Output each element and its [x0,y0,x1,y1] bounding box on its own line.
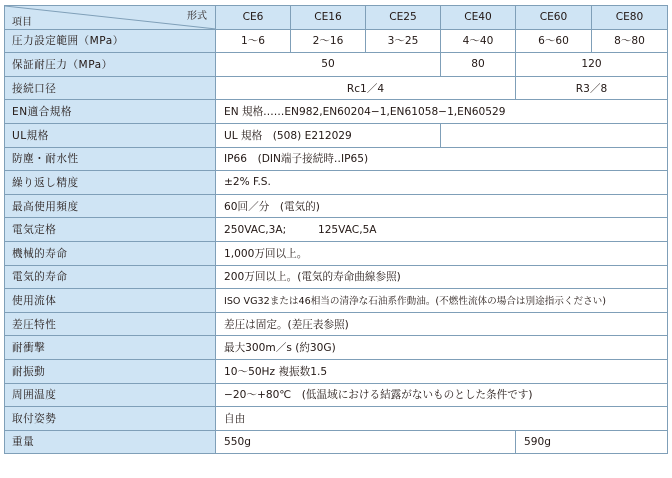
table-row [5,53,668,77]
row-label: 耐衝撃 [5,336,216,360]
corner-cell [5,6,216,30]
value-cell: IP66 (DIN端子接続時‥IP65) [216,147,668,171]
row-label: 使用流体 [5,289,216,313]
row-label: 電気定格 [5,218,216,242]
table-row [5,312,668,336]
table-row [5,123,668,147]
value-cell: 最大300m／s (約30G) [216,336,668,360]
row-label: EN適合規格 [5,100,216,124]
corner-label-item: 項目 [12,16,32,28]
table-row [5,241,668,265]
value-cell: 3〜25 [366,29,441,53]
value-cell: 差圧は固定。(差圧表参照) [216,312,668,336]
value-cell: 200万回以上。(電気的寿命曲線参照) [216,265,668,289]
value-cell: −20〜+80℃ (低温域における結露がないものとした条件です) [216,383,668,407]
value-cell: 2〜16 [291,29,366,53]
row-label: 防塵・耐水性 [5,147,216,171]
value-cell: 80 [441,53,516,77]
row-label: UL規格 [5,123,216,147]
value-cell: UL 規格 (508) E212029 [216,123,441,147]
row-label: 保証耐圧力（MPa） [5,53,216,77]
value-cell: Rc1／4 [216,76,516,100]
value-cell: 1〜6 [216,29,291,53]
table-row [5,218,668,242]
row-label: 圧力設定範囲（MPa） [5,29,216,53]
corner-label-model: 形式 [187,11,207,22]
model-header: CE60 [516,6,592,30]
row-label: 取付姿勢 [5,407,216,431]
value-cell: R3／8 [516,76,668,100]
table-row [5,359,668,383]
table-row [5,336,668,360]
spec-table [4,5,668,454]
value-cell: 8〜80 [592,29,668,53]
value-cell: 1,000万回以上。 [216,241,668,265]
header-row [5,6,668,30]
table-row [5,76,668,100]
value-cell: EN 規格……EN982,EN60204−1,EN61058−1,EN60529 [216,100,668,124]
table-row [5,383,668,407]
table-row [5,100,668,124]
value-cell: 120 [516,53,668,77]
value-cell: 590g [516,430,668,454]
row-label: 繰り返し精度 [5,171,216,195]
row-label: 接続口径 [5,76,216,100]
value-cell: 250VAC,3A; 125VAC,5A [216,218,668,242]
value-cell: 50 [216,53,441,77]
value-cell: 550g [216,430,516,454]
diagonal-divider [5,6,216,29]
table-row [5,147,668,171]
value-cell: 6〜60 [516,29,592,53]
value-cell: 4〜40 [441,29,516,53]
value-cell: 自由 [216,407,668,431]
value-cell: ISO VG32または46相当の清浄な石油系作動油。(不燃性流体の場合は別途指示ください) [216,289,668,313]
table-row [5,265,668,289]
table-row [5,29,668,53]
row-label: 耐振動 [5,359,216,383]
value-cell: ±2% F.S. [216,171,668,195]
row-label: 電気的寿命 [5,265,216,289]
value-cell: 10〜50Hz 複振数1.5 [216,359,668,383]
table-row [5,171,668,195]
table-row [5,407,668,431]
model-header: CE40 [441,6,516,30]
empty-cell [441,123,668,147]
row-label: 周囲温度 [5,383,216,407]
table-row [5,430,668,454]
row-label: 重量 [5,430,216,454]
model-header: CE16 [291,6,366,30]
row-label: 差圧特性 [5,312,216,336]
table-row [5,289,668,313]
model-header: CE6 [216,6,291,30]
value-cell: 60回／分 (電気的) [216,194,668,218]
row-label: 最高使用頻度 [5,194,216,218]
model-header: CE80 [592,6,668,30]
table-row [5,194,668,218]
row-label: 機械的寿命 [5,241,216,265]
model-header: CE25 [366,6,441,30]
